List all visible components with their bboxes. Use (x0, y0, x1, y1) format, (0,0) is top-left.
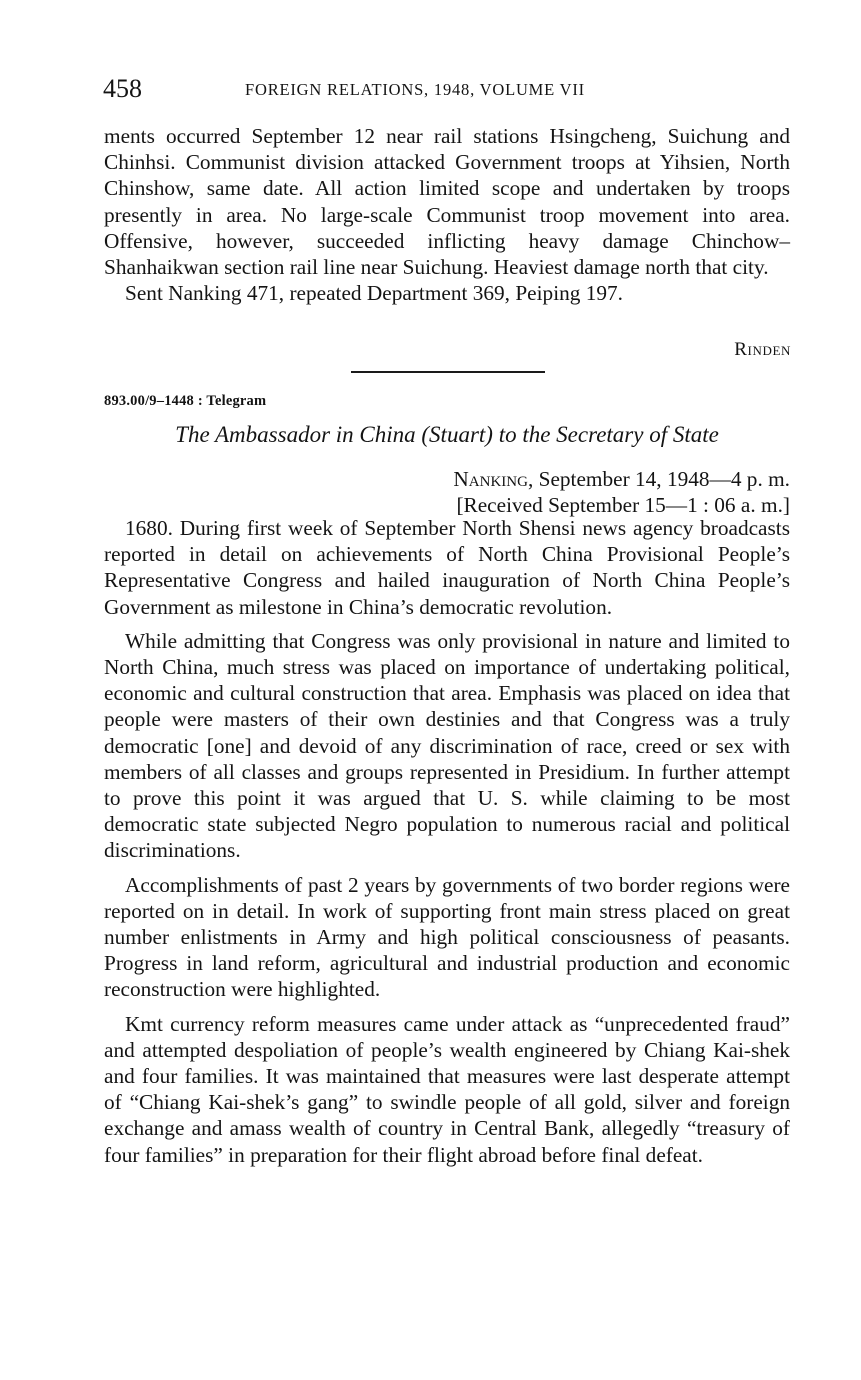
signature: Rinden (734, 339, 791, 360)
received-line: [Received September 15—1 : 06 a. m.] (456, 493, 790, 517)
page-header (103, 72, 793, 106)
paragraph: While admitting that Congress was only provisional in nature and limited to North China, much stress was placed on importance of undertaking political, economic and cultural construction that area. Emphasis was placed on idea that people were masters of their own destinies and that Congress was a truly democratic [one] and devoid of any discrimination of race, creed or sex with members of all classes and groups represented in Presidium. In further attempt to prove this point it was argued that U. S. while claiming to be most democratic state subjected Negro population to numerous racial and political discriminations. (104, 628, 790, 863)
paragraph: 1680. During first week of September North Shensi news agency broadcasts reported in detail on achievements of North China Provisional People’s Representative Congress and hailed inauguration of North China People’s Government as milestone in China’s democratic revolution. (104, 516, 790, 619)
paragraph: Accomplishments of past 2 years by governments of two border regions were reported on in detail. In work of supporting front main stress placed on great number enlistments in Army and high political consciousness of peasants. Progress in land reform, agricultural and industrial production and economic reconstruction were highlighted. (104, 872, 790, 1002)
paragraph: Kmt currency reform measures came under attack as “unprecedented fraud” and attempted despoliation of people’s wealth engineered by Chiang Kai-shek and four families. It was maintained that measures were last desperate attempt of “Chiang Kai-shek’s gang” to swindle people of all gold, silver and foreign exchange and amass wealth of country in Central Bank, allegedly “treasury of four families” in preparation for their flight abroad before final defeat. (104, 1011, 790, 1167)
file-reference: 893.00/9–1448 : Telegram (104, 393, 267, 409)
continued-telegram-text (104, 123, 790, 306)
telegram-body (104, 515, 790, 1176)
section-divider (351, 371, 545, 373)
dateline-place: Nanking (453, 467, 528, 491)
paragraph: ments occurred September 12 near rail stations Hsingcheng, Suichung and Chinhsi. Communist division attacked Government troops at Yihsien, North Chinshow, same date. All action limited scope and undertaken by troops presently in area. No large-scale Communist troop movement into area. Offensive, however, succeeded inflicting heavy damage Chinchow–Shanhaikwan section rail line near Suichung. Heaviest damage north that city. (104, 124, 790, 280)
dateline (104, 466, 790, 492)
page-number: 458 (103, 74, 142, 103)
running-head: FOREIGN RELATIONS, 1948, VOLUME VII (245, 80, 585, 99)
dateline-date: , September 14, 1948—4 p. m. (527, 467, 790, 491)
paragraph: Sent Nanking 471, repeated Department 369, Peiping 197. (125, 281, 624, 306)
document-title: The Ambassador in China (Stuart) to the Secretary of State (175, 422, 719, 447)
